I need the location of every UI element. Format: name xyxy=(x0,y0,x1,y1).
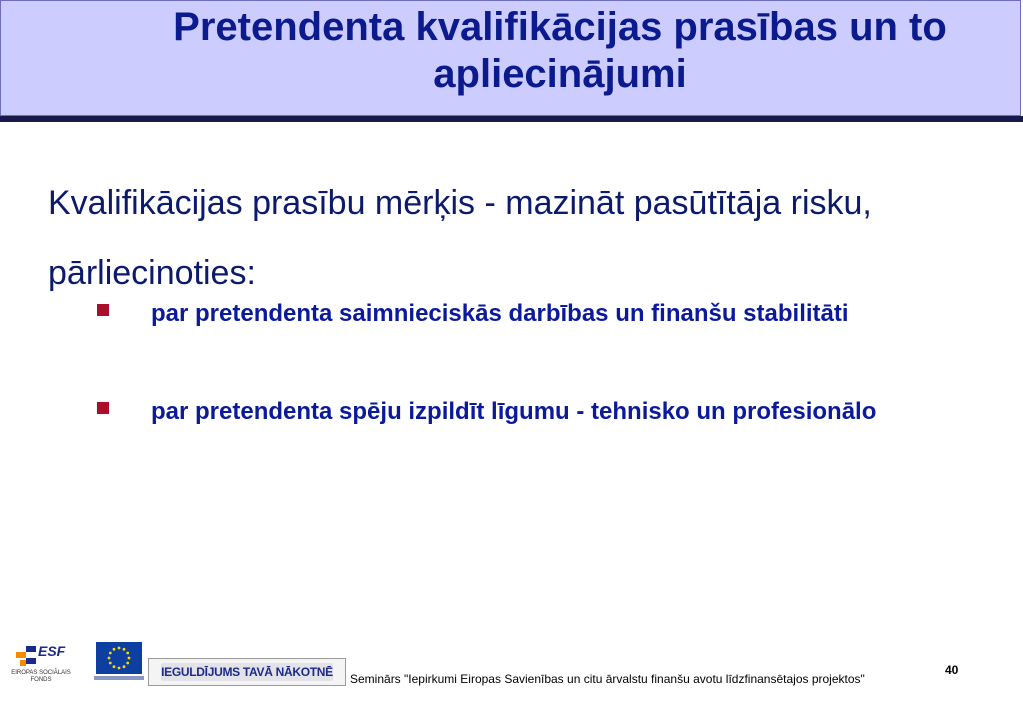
eu-flag-icon xyxy=(96,642,142,674)
intro-text: Kvalifikācijas prasību mērķis - mazināt pasūtītāja risku, pārliecinoties: xyxy=(48,184,872,292)
bullet-text: par pretendenta spēju izpildīt līgumu - tehnisko un profesionālo xyxy=(151,398,877,425)
eu-flag-caption xyxy=(94,676,144,680)
bullet-square-icon xyxy=(97,304,109,316)
invest-banner xyxy=(148,658,346,686)
bullet-square-icon xyxy=(97,402,109,414)
eu-stars-icon xyxy=(96,642,142,674)
slide-title: Pretendenta kvalifikācijas prasības un to apliecinājumi xyxy=(173,5,947,96)
invest-label: IEGULDĪJUMS TAVĀ NĀKOTNĒ xyxy=(161,665,333,679)
page-number: 40 xyxy=(945,663,959,677)
bullet-text: par pretendenta saimnieciskās darbības un finanšu stabilitāti xyxy=(151,300,849,327)
title-bar-underline xyxy=(0,116,1023,122)
esf-logo xyxy=(10,638,72,688)
seminar-footer-text: Seminārs "Iepirkumi Eiropas Savienības un citu ārvalstu finanšu avotu līdzfinansētajos projektos" xyxy=(350,672,865,686)
esf-mark-icon xyxy=(14,642,40,668)
esf-logo-text: ESF xyxy=(38,643,66,659)
esf-logo-subtext: EIROPAS SOCIĀLAIS FONDS xyxy=(11,670,71,683)
